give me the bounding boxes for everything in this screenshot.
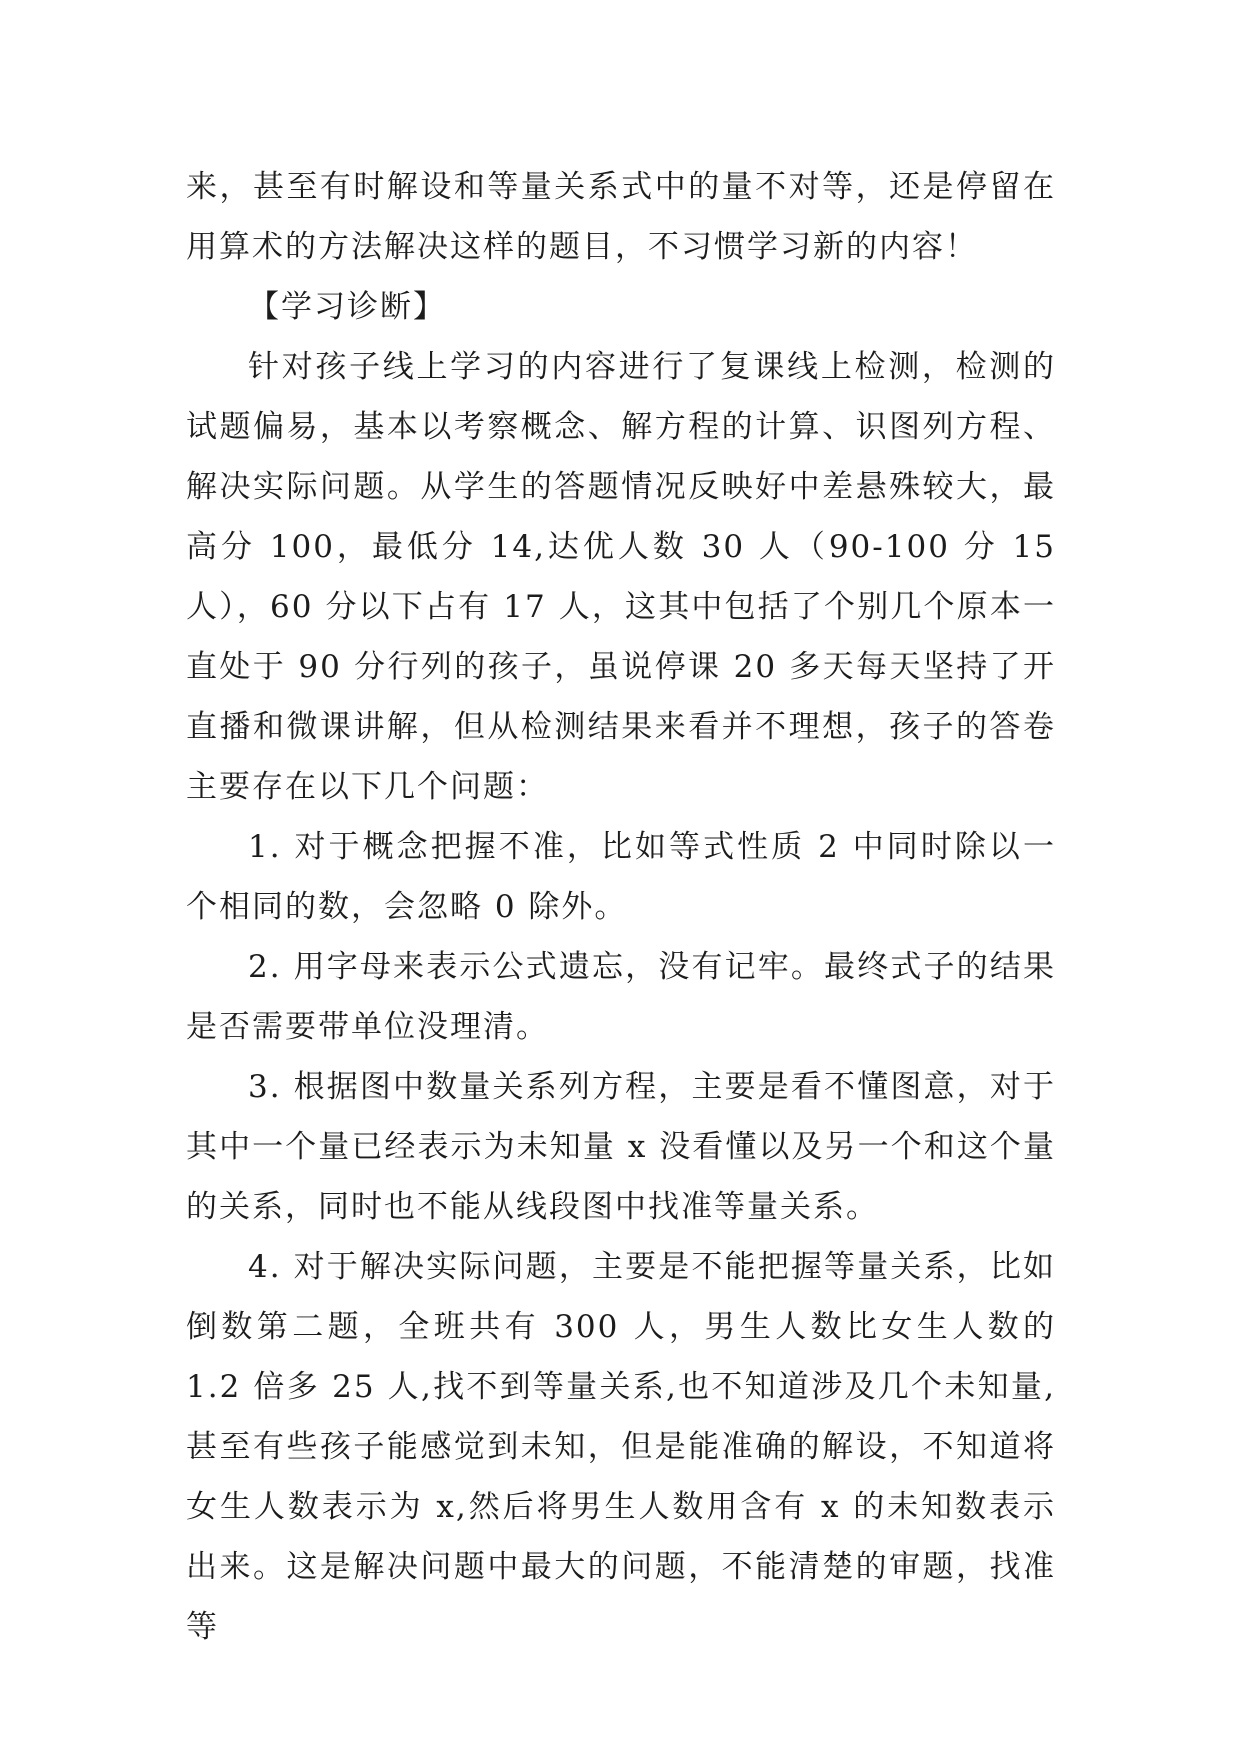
list-item-4: 4. 对于解决实际问题，主要是不能把握等量关系，比如倒数第二题，全班共有 300 人，男生人数比女生人数的 1.2 倍多 25 人,找不到等量关系,也不知道涉及几个未知量,甚至有些孩子能感觉到未知，但是能准确的解设，不知道将女生人数表示为 x,然后将男生人数用含有 x 的未知数表示出来。这是解决问题中最大的问题，不能清楚的审题，找准等	[186, 1249, 1056, 1645]
document-body	[186, 157, 1056, 1657]
paragraph-test-overview: 针对孩子线上学习的内容进行了复课线上检测，检测的试题偏易，基本以考察概念、解方程的计算、识图列方程、解决实际问题。从学生的答题情况反映好中差悬殊较大，最高分 100，最低分 14,达优人数 30 人（90-100 分 15 人），60 分以下占有 17 人，这其中包括了个别几个原本一直处于 90 分行列的孩子，虽说停课 20 多天每天坚持了开直播和微课讲解，但从检测结果来看并不理想，孩子的答卷主要存在以下几个问题：	[186, 349, 1056, 805]
list-item-1: 1. 对于概念把握不准，比如等式性质 2 中同时除以一个相同的数，会忽略 0 除外。	[186, 829, 1056, 925]
list-item-2: 2. 用字母来表示公式遗忘，没有记牢。最终式子的结果是否需要带单位没理清。	[186, 949, 1056, 1045]
paragraph-continuation: 来，甚至有时解设和等量关系式中的量不对等，还是停留在用算术的方法解决这样的题目，不习惯学习新的内容！	[186, 169, 1056, 265]
section-heading-learning-diagnosis: 【学习诊断】	[248, 289, 446, 325]
list-item-3: 3. 根据图中数量关系列方程，主要是看不懂图意，对于其中一个量已经表示为未知量 x 没看懂以及另一个和这个量的关系，同时也不能从线段图中找准等量关系。	[186, 1069, 1056, 1225]
